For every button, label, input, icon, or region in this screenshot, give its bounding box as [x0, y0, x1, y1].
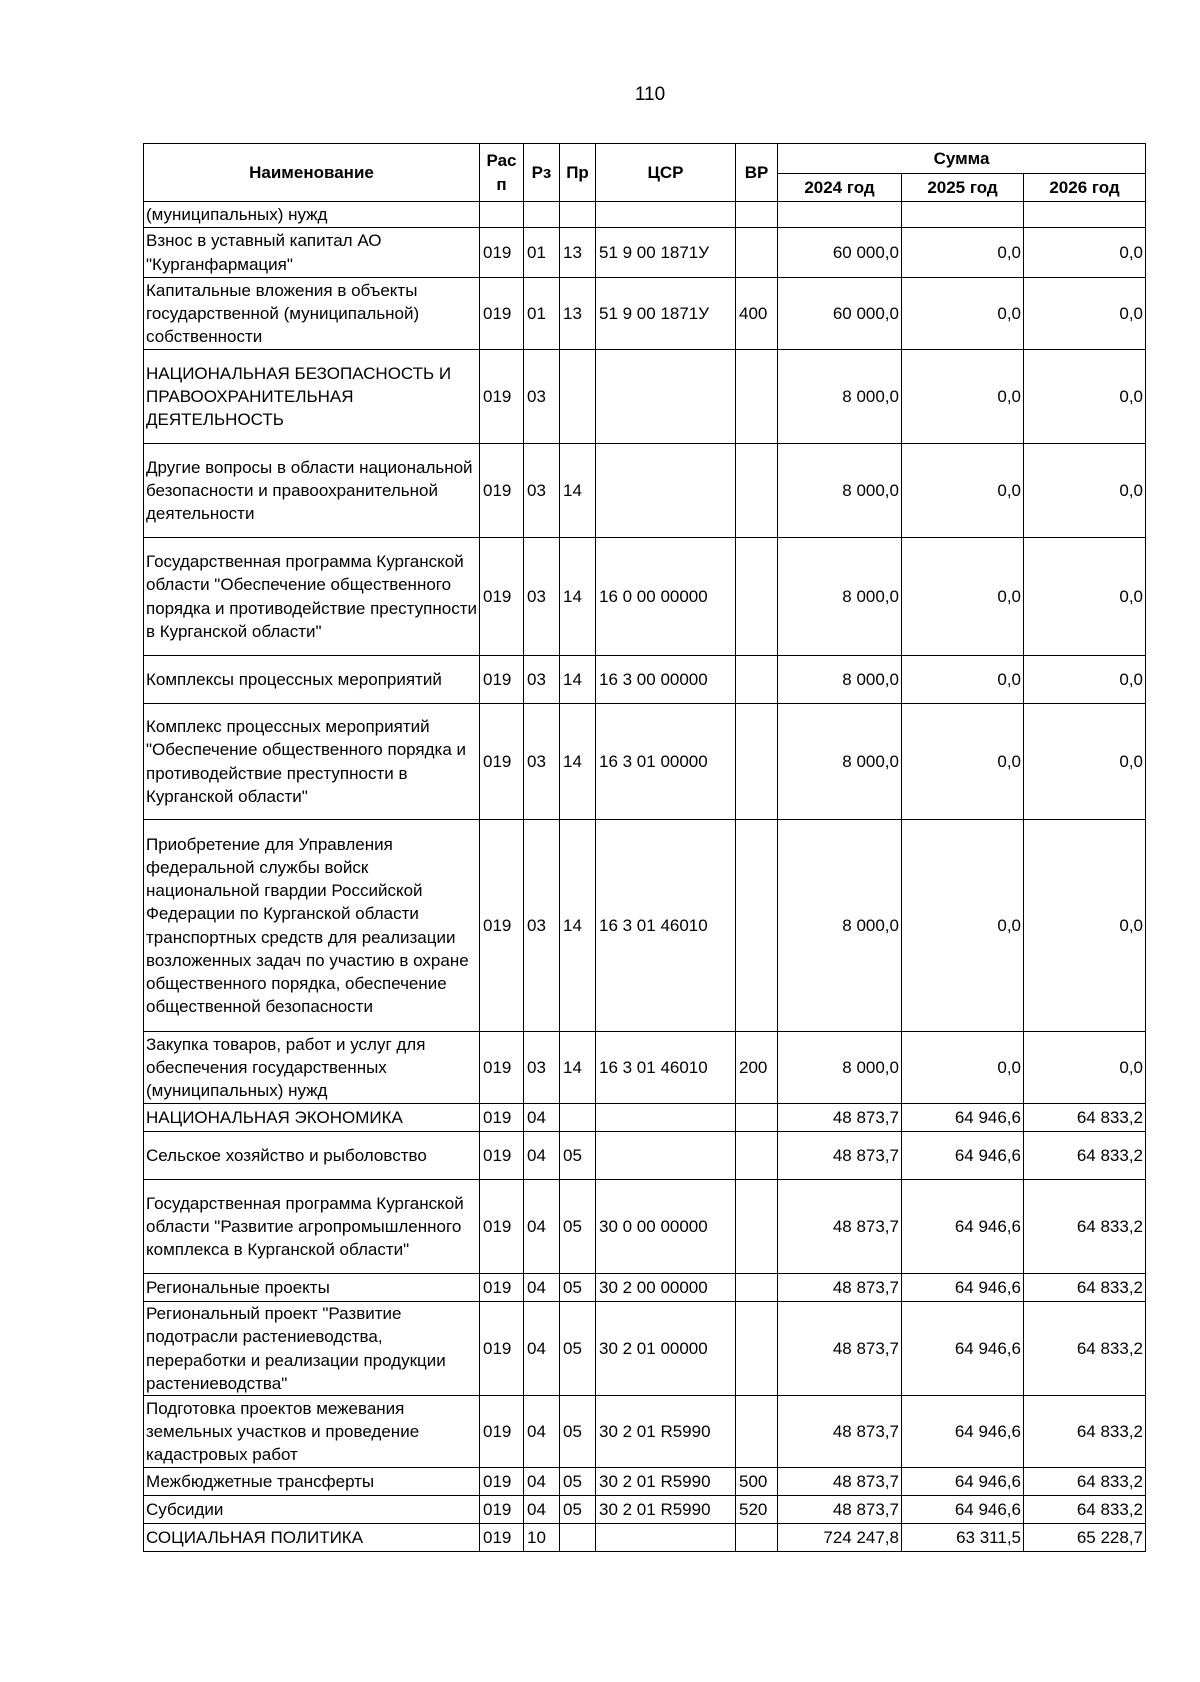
cell-pr [560, 1104, 596, 1132]
cell-sum-2024: 60 000,0 [778, 228, 902, 278]
cell-rz: 04 [524, 1496, 560, 1524]
header-summa: Сумма [778, 144, 1146, 174]
cell-sum-2024: 48 873,7 [778, 1468, 902, 1496]
cell-pr: 14 [560, 538, 596, 656]
cell-sum-2026 [1024, 202, 1146, 228]
table-row [144, 350, 1146, 444]
table-row [144, 202, 1146, 228]
cell-rz: 03 [524, 538, 560, 656]
cell-name: Межбюджетные трансферты [144, 1468, 480, 1496]
cell-csr: 51 9 00 1871У [596, 278, 736, 350]
cell-rasp: 019 [480, 704, 524, 820]
cell-vr [736, 1302, 778, 1396]
cell-csr: 16 3 01 46010 [596, 1032, 736, 1104]
cell-vr [736, 350, 778, 444]
table-row [144, 1496, 1146, 1524]
cell-pr: 05 [560, 1396, 596, 1468]
cell-vr [736, 1274, 778, 1302]
cell-csr: 30 2 01 R5990 [596, 1396, 736, 1468]
cell-sum-2025: 63 311,5 [902, 1524, 1024, 1552]
cell-sum-2024: 8 000,0 [778, 820, 902, 1032]
cell-sum-2026: 0,0 [1024, 228, 1146, 278]
cell-rz: 01 [524, 228, 560, 278]
cell-csr [596, 1104, 736, 1132]
page-number: 110 [634, 84, 666, 105]
cell-vr [736, 228, 778, 278]
cell-pr: 14 [560, 820, 596, 1032]
cell-sum-2024: 48 873,7 [778, 1180, 902, 1274]
cell-pr [560, 350, 596, 444]
cell-sum-2025: 64 946,6 [902, 1496, 1024, 1524]
cell-sum-2026: 0,0 [1024, 538, 1146, 656]
cell-sum-2026: 0,0 [1024, 656, 1146, 704]
cell-sum-2025: 64 946,6 [902, 1468, 1024, 1496]
cell-pr [560, 1524, 596, 1552]
table-row [144, 1302, 1146, 1396]
cell-rasp [480, 202, 524, 228]
cell-sum-2025: 0,0 [902, 704, 1024, 820]
header-vr: ВР [736, 144, 778, 202]
cell-sum-2025: 0,0 [902, 656, 1024, 704]
cell-sum-2024: 48 873,7 [778, 1496, 902, 1524]
cell-csr: 30 0 00 00000 [596, 1180, 736, 1274]
table-row [144, 1180, 1146, 1274]
cell-sum-2025 [902, 202, 1024, 228]
cell-rasp: 019 [480, 1132, 524, 1180]
cell-name: Государственная программа Курганской области "Развитие агропромышленного комплекса в Курганской области" [144, 1180, 480, 1274]
cell-rasp: 019 [480, 1032, 524, 1104]
cell-sum-2025: 0,0 [902, 444, 1024, 538]
cell-sum-2026: 64 833,2 [1024, 1468, 1146, 1496]
cell-csr [596, 444, 736, 538]
cell-sum-2026: 64 833,2 [1024, 1132, 1146, 1180]
cell-sum-2025: 64 946,6 [902, 1302, 1024, 1396]
cell-sum-2026: 65 228,7 [1024, 1524, 1146, 1552]
cell-sum-2024: 8 000,0 [778, 1032, 902, 1104]
cell-sum-2024: 8 000,0 [778, 656, 902, 704]
cell-rasp: 019 [480, 820, 524, 1032]
table-row [144, 228, 1146, 278]
cell-sum-2026: 0,0 [1024, 278, 1146, 350]
cell-pr: 05 [560, 1468, 596, 1496]
cell-pr [560, 202, 596, 228]
cell-sum-2025: 0,0 [902, 350, 1024, 444]
cell-name: Подготовка проектов межевания земельных участков и проведение кадастровых работ [144, 1396, 480, 1468]
cell-name: Субсидии [144, 1496, 480, 1524]
header-pr: Пр [560, 144, 596, 202]
cell-name: Взнос в уставный капитал АО "Курганфармация" [144, 228, 480, 278]
cell-rasp: 019 [480, 1468, 524, 1496]
cell-rz [524, 202, 560, 228]
cell-sum-2024: 8 000,0 [778, 704, 902, 820]
cell-sum-2024: 8 000,0 [778, 350, 902, 444]
cell-sum-2024: 48 873,7 [778, 1274, 902, 1302]
cell-sum-2026: 64 833,2 [1024, 1104, 1146, 1132]
cell-rz: 03 [524, 350, 560, 444]
cell-rasp: 019 [480, 228, 524, 278]
cell-rasp: 019 [480, 1180, 524, 1274]
cell-csr: 16 3 00 00000 [596, 656, 736, 704]
cell-name: Приобретение для Управления федеральной службы войск национальной гвардии Российской Федерации по Курганской области транспортных средств для реализации возложенных задач по участию в охране общественного порядка, обеспечение общественной безопасности [144, 820, 480, 1032]
header-year-2025: 2025 год [902, 174, 1024, 202]
cell-csr: 30 2 01 R5990 [596, 1496, 736, 1524]
table-row [144, 1132, 1146, 1180]
cell-csr [596, 1132, 736, 1180]
cell-vr [736, 538, 778, 656]
cell-name: НАЦИОНАЛЬНАЯ ЭКОНОМИКА [144, 1104, 480, 1132]
cell-vr [736, 1524, 778, 1552]
header-name: Наименование [144, 144, 480, 202]
cell-name: Региональный проект "Развитие подотрасли растениеводства, переработки и реализации продукции растениеводства" [144, 1302, 480, 1396]
table-header [144, 144, 1146, 202]
cell-sum-2026: 0,0 [1024, 704, 1146, 820]
cell-pr: 05 [560, 1180, 596, 1274]
cell-rasp: 019 [480, 350, 524, 444]
cell-sum-2025: 0,0 [902, 538, 1024, 656]
cell-csr: 51 9 00 1871У [596, 228, 736, 278]
cell-rz: 04 [524, 1104, 560, 1132]
cell-rz: 04 [524, 1132, 560, 1180]
cell-csr: 30 2 00 00000 [596, 1274, 736, 1302]
cell-sum-2024: 8 000,0 [778, 538, 902, 656]
cell-vr [736, 1104, 778, 1132]
cell-name: Другие вопросы в области национальной безопасности и правоохранительной деятельности [144, 444, 480, 538]
cell-csr: 30 2 01 00000 [596, 1302, 736, 1396]
table-row [144, 820, 1146, 1032]
header-year-2026: 2026 год [1024, 174, 1146, 202]
cell-vr: 500 [736, 1468, 778, 1496]
table-row [144, 1468, 1146, 1496]
cell-pr: 14 [560, 704, 596, 820]
cell-sum-2024: 48 873,7 [778, 1302, 902, 1396]
cell-csr [596, 1524, 736, 1552]
cell-rz: 03 [524, 704, 560, 820]
cell-sum-2024: 8 000,0 [778, 444, 902, 538]
header-rasp: Рас п [480, 144, 524, 202]
table-row [144, 656, 1146, 704]
cell-rz: 03 [524, 656, 560, 704]
cell-sum-2024: 48 873,7 [778, 1396, 902, 1468]
cell-rz: 10 [524, 1524, 560, 1552]
header-year-2024: 2024 год [778, 174, 902, 202]
cell-rasp: 019 [480, 538, 524, 656]
cell-rasp: 019 [480, 656, 524, 704]
cell-rasp: 019 [480, 278, 524, 350]
cell-rasp: 019 [480, 1524, 524, 1552]
cell-pr: 14 [560, 656, 596, 704]
cell-name: Государственная программа Курганской области "Обеспечение общественного порядка и противодействие преступности в Курганской области" [144, 538, 480, 656]
cell-sum-2025: 64 946,6 [902, 1396, 1024, 1468]
cell-vr [736, 820, 778, 1032]
cell-pr: 13 [560, 278, 596, 350]
cell-sum-2025: 0,0 [902, 1032, 1024, 1104]
cell-rasp: 019 [480, 444, 524, 538]
cell-vr [736, 656, 778, 704]
cell-name: Комплекс процессных мероприятий "Обеспечение общественного порядка и противодействие преступности в Курганской области" [144, 704, 480, 820]
cell-sum-2026: 0,0 [1024, 820, 1146, 1032]
cell-vr [736, 1180, 778, 1274]
cell-sum-2024: 48 873,7 [778, 1104, 902, 1132]
cell-csr [596, 350, 736, 444]
cell-pr: 05 [560, 1496, 596, 1524]
cell-sum-2025: 64 946,6 [902, 1180, 1024, 1274]
cell-name: СОЦИАЛЬНАЯ ПОЛИТИКА [144, 1524, 480, 1552]
header-csr: ЦСР [596, 144, 736, 202]
table-row [144, 1274, 1146, 1302]
cell-rz: 04 [524, 1302, 560, 1396]
cell-sum-2026: 64 833,2 [1024, 1396, 1146, 1468]
table-row [144, 1396, 1146, 1468]
cell-sum-2025: 64 946,6 [902, 1132, 1024, 1180]
cell-rasp: 019 [480, 1274, 524, 1302]
cell-sum-2025: 0,0 [902, 278, 1024, 350]
cell-vr [736, 1132, 778, 1180]
cell-sum-2026: 64 833,2 [1024, 1496, 1146, 1524]
cell-sum-2026: 0,0 [1024, 444, 1146, 538]
cell-csr: 30 2 01 R5990 [596, 1468, 736, 1496]
cell-rz: 01 [524, 278, 560, 350]
cell-sum-2025: 0,0 [902, 820, 1024, 1032]
table-body [144, 202, 1146, 1552]
cell-pr: 05 [560, 1302, 596, 1396]
cell-name: (муниципальных) нужд [144, 202, 480, 228]
cell-pr: 14 [560, 444, 596, 538]
cell-sum-2025: 64 946,6 [902, 1104, 1024, 1132]
cell-csr: 16 3 01 00000 [596, 704, 736, 820]
cell-vr [736, 444, 778, 538]
cell-vr [736, 1396, 778, 1468]
cell-name: Капитальные вложения в объекты государственной (муниципальной) собственности [144, 278, 480, 350]
cell-pr: 05 [560, 1274, 596, 1302]
header-rz: Рз [524, 144, 560, 202]
cell-rasp: 019 [480, 1496, 524, 1524]
table-row [144, 444, 1146, 538]
cell-rz: 04 [524, 1274, 560, 1302]
cell-sum-2024: 48 873,7 [778, 1132, 902, 1180]
cell-pr: 13 [560, 228, 596, 278]
cell-rz: 04 [524, 1180, 560, 1274]
cell-csr: 16 3 01 46010 [596, 820, 736, 1032]
table-row [144, 538, 1146, 656]
cell-rasp: 019 [480, 1396, 524, 1468]
cell-name: Комплексы процессных мероприятий [144, 656, 480, 704]
cell-rz: 04 [524, 1396, 560, 1468]
budget-table [143, 143, 1146, 1552]
cell-sum-2026: 0,0 [1024, 350, 1146, 444]
cell-sum-2024: 60 000,0 [778, 278, 902, 350]
cell-rz: 03 [524, 1032, 560, 1104]
cell-pr: 05 [560, 1132, 596, 1180]
cell-vr: 520 [736, 1496, 778, 1524]
cell-csr [596, 202, 736, 228]
cell-name: Региональные проекты [144, 1274, 480, 1302]
cell-rz: 03 [524, 444, 560, 538]
table-row [144, 278, 1146, 350]
cell-sum-2024: 724 247,8 [778, 1524, 902, 1552]
table-row [144, 1524, 1146, 1552]
cell-sum-2026: 0,0 [1024, 1032, 1146, 1104]
cell-vr: 400 [736, 278, 778, 350]
cell-sum-2026: 64 833,2 [1024, 1302, 1146, 1396]
cell-sum-2026: 64 833,2 [1024, 1274, 1146, 1302]
cell-name: Сельское хозяйство и рыболовство [144, 1132, 480, 1180]
table-row [144, 1032, 1146, 1104]
cell-sum-2025: 0,0 [902, 228, 1024, 278]
cell-rasp: 019 [480, 1302, 524, 1396]
cell-sum-2025: 64 946,6 [902, 1274, 1024, 1302]
cell-csr: 16 0 00 00000 [596, 538, 736, 656]
table-row [144, 1104, 1146, 1132]
cell-vr [736, 704, 778, 820]
cell-vr [736, 202, 778, 228]
cell-vr: 200 [736, 1032, 778, 1104]
cell-sum-2026: 64 833,2 [1024, 1180, 1146, 1274]
cell-name: НАЦИОНАЛЬНАЯ БЕЗОПАСНОСТЬ И ПРАВООХРАНИТЕЛЬНАЯ ДЕЯТЕЛЬНОСТЬ [144, 350, 480, 444]
cell-sum-2024 [778, 202, 902, 228]
cell-rz: 04 [524, 1468, 560, 1496]
table-row [144, 704, 1146, 820]
cell-rasp: 019 [480, 1104, 524, 1132]
cell-name: Закупка товаров, работ и услуг для обеспечения государственных (муниципальных) нужд [144, 1032, 480, 1104]
cell-pr: 14 [560, 1032, 596, 1104]
cell-rz: 03 [524, 820, 560, 1032]
